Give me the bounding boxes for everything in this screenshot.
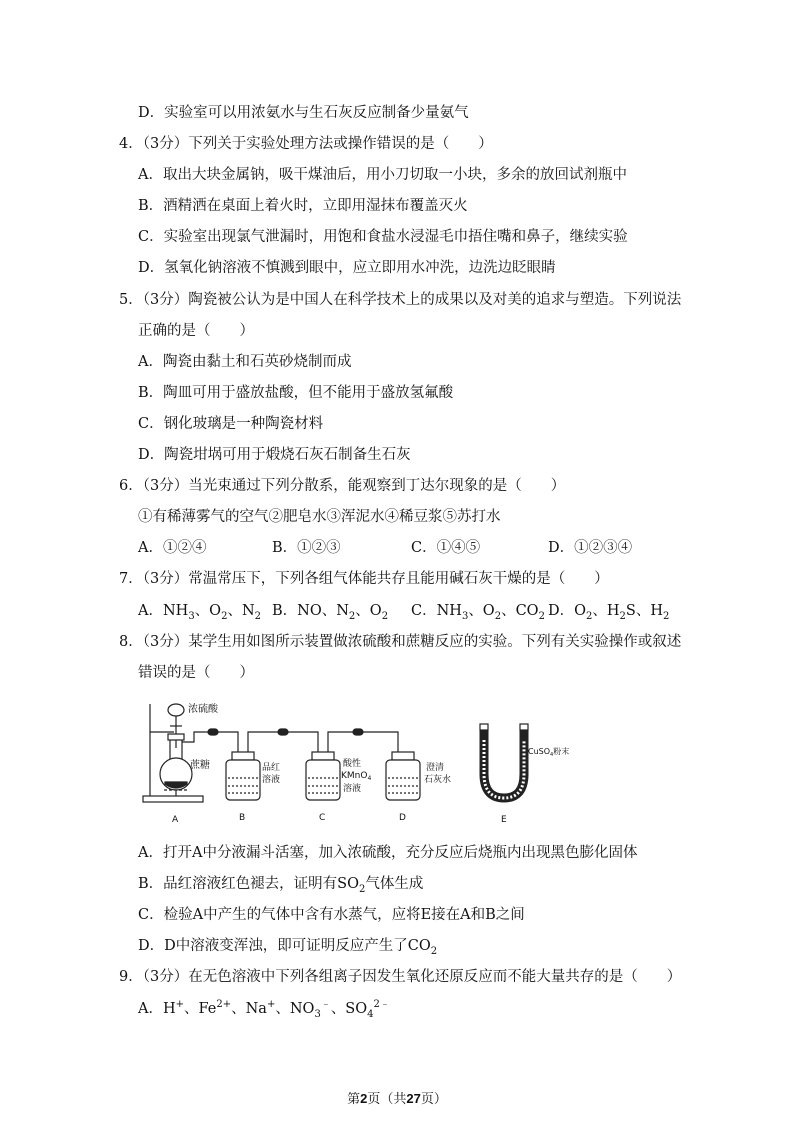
q4-option-d: D．氢氧化钠溶液不慎溅到眼中，应立即用水冲洗，边洗边眨眼睛 [138,260,556,276]
q4-option-b: B．酒精洒在桌面上着火时，立即用湿抹布覆盖灭火 [138,198,468,214]
letter-b: B [239,813,246,823]
label-b-1: 品红 [262,763,281,773]
u-tube-e [480,724,528,798]
q7-option-a: A．$NH_3$、$O_2$、$N_2$ [138,603,262,622]
page-footer: 第2页（共27页） [347,1091,447,1107]
q4-option-a: A．取出大块金属钠，吸干煤油后，用小刀切取一小块，多余的放回试剂瓶中 [138,167,627,183]
apparatus-figure [138,698,570,826]
q6-stem: 6．（3分）当光束通过下列分散系，能观察到丁达尔现象的是（ ） [119,478,566,494]
bottle-d [386,752,420,800]
q8-option-a: A．打开A中分液漏斗活塞，加入浓硫酸，充分反应后烧瓶内出现黑色膨化固体 [138,845,638,861]
q8-option-d: D．D中溶液变浑浊，即可证明反应产生了$CO_2$ [138,938,438,957]
q7-option-b: B．NO、$N_2$、$O_2$ [272,603,389,622]
q3-option-d: D．实验室可以用浓氨水与生石灰反应制备少量氨气 [138,105,469,121]
q7-option-d: D．$O_2$、$H_2S$、$H_2$ [548,603,670,622]
q6-option-b: B．①②③ [272,540,341,556]
q6-options [138,538,658,558]
label-acid: 浓硫酸 [188,704,218,715]
q7-stem: 7．（3分）常温常压下，下列各组气体能共存且能用碱石灰干燥的是（ ） [119,571,609,587]
q6-option-a: A．①②④ [138,540,207,556]
label-b-2: 溶液 [262,775,281,785]
q4-stem: 4．（3分）下列关于实验处理方法或操作错误的是（ ） [119,136,493,152]
q6-option-c: C．①④⑤ [411,540,481,556]
q9-stem: 9．（3分）在无色溶液中下列各组离子因发生氧化还原反应而不能大量共存的是（ ） [119,969,682,985]
letter-c: C [319,813,326,823]
q8-stem-line1: 8．（3分）某学生用如图所示装置做浓硫酸和蔗糖反应的实验。下列有关实验操作或叙述 [119,634,682,650]
q7-options [138,601,668,621]
label-d-2: 石灰水 [424,775,452,785]
label-c-3: 溶液 [343,784,362,794]
q6-items: ①有稀薄雾气的空气②肥皂水③浑泥水④稀豆浆⑤苏打水 [138,509,501,525]
bottle-c [306,752,340,800]
label-c-2: KMnO$_4$ [341,771,372,782]
letter-e: E [501,815,507,825]
q5-option-a: A．陶瓷由黏土和石英砂烧制而成 [138,354,352,370]
page-number: 2 [360,1091,368,1106]
label-e: CuSO$_4$粉末 [528,747,570,758]
q5-option-d: D．陶瓷坩埚可用于煅烧石灰石制备生石灰 [138,447,411,463]
q8-option-b: B．品红溶液红色褪去，证明有$SO_2$气体生成 [138,876,424,895]
q5-option-c: C．钢化玻璃是一种陶瓷材料 [138,416,324,432]
apparatus-a [143,704,203,802]
q8-option-c: C．检验A中产生的气体中含有水蒸气，应将E接在A和B之间 [138,907,525,923]
q7-option-c: C．$NH_3$、$O_2$、$CO_2$ [411,603,545,622]
label-c-1: 酸性 [343,759,362,769]
q4-option-c: C．实验室出现氯气泄漏时，用饱和食盐水浸湿毛巾捂住嘴和鼻子，继续实验 [138,229,628,245]
total-pages: 27 [406,1091,421,1106]
label-sugar: 蔗糖 [190,760,210,771]
letter-d: D [399,813,406,823]
q8-stem-line2: 错误的是（ ） [138,665,254,681]
label-d-1: 澄清 [426,763,445,773]
q5-stem-line1: 5．（3分）陶瓷被公认为是中国人在科学技术上的成果以及对美的追求与塑造。下列说法 [119,292,682,308]
q5-stem-line2: 正确的是（ ） [138,323,254,339]
letter-a: A [172,815,179,825]
bottle-b [226,752,260,800]
q5-option-b: B．陶皿可用于盛放盐酸，但不能用于盛放氢氟酸 [138,385,454,401]
q6-option-d: D．①②③④ [548,540,633,556]
q9-option-a: A．H+、$Fe^{2+}$、Na+、$NO_3^﹣$、$SO_4^{2﹣}$ [138,999,390,1020]
